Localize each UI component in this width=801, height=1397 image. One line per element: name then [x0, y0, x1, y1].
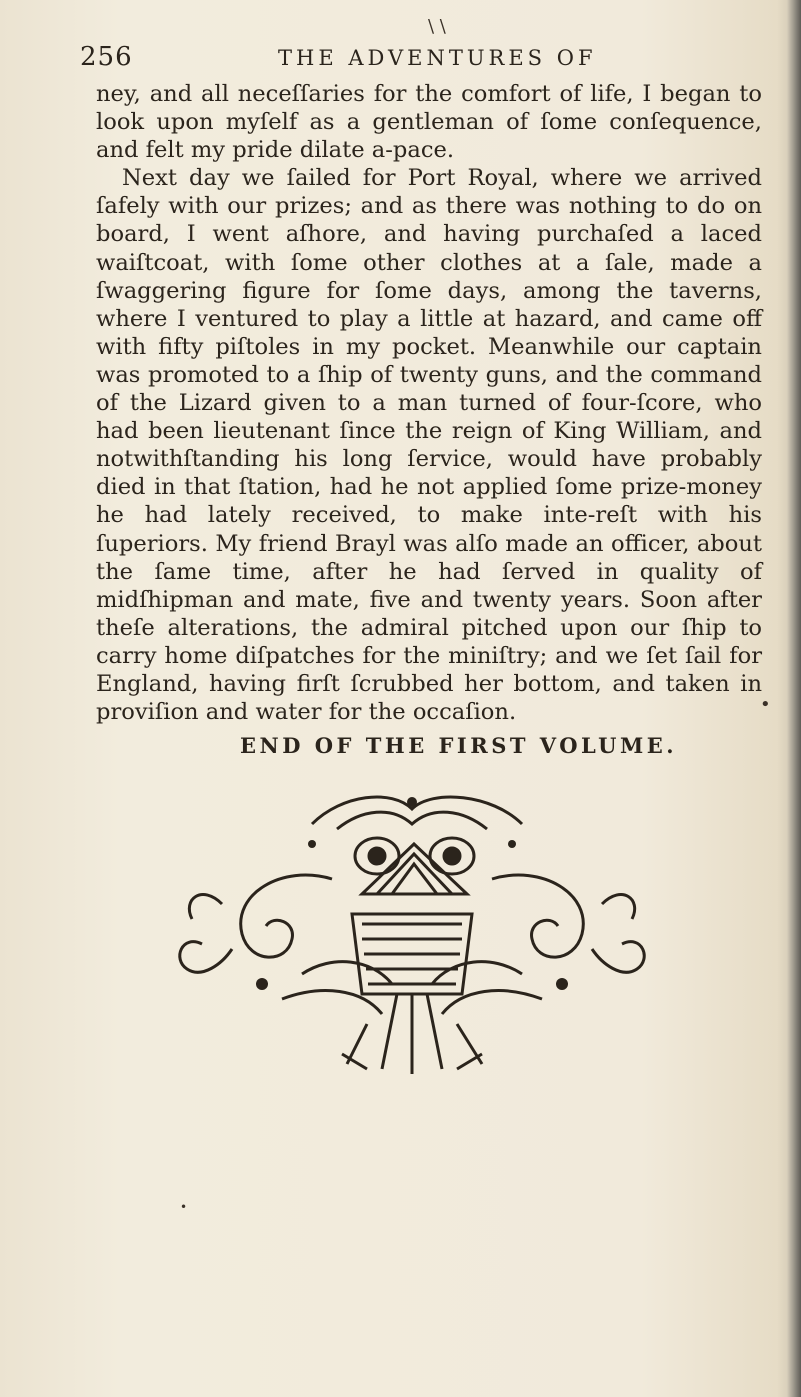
ink-dot: • — [180, 1200, 188, 1214]
page-edge-shadow — [787, 0, 801, 1397]
running-head: THE ADVENTURES OF — [278, 46, 597, 70]
page-header — [70, 42, 720, 82]
ink-dot: • — [760, 694, 771, 715]
floral-tailpiece-ornament — [162, 784, 660, 1084]
body-text — [96, 80, 762, 726]
page-number: 256 — [80, 42, 133, 72]
end-of-volume-title: END OF THE FIRST VOLUME. — [240, 733, 678, 758]
paragraph: Next day we ſailed for Port Royal, where we arrived ſafely with our prizes; and as there was nothing to do on board, I went aſhore, and having purchaſed a laced waiſtcoat, with ſome other clothes at a ſale, made a ſwaggering figure for ſome days, among the taverns, where I ventured to play a little at hazard, and came off with fifty piſtoles in my pocket. Meanwhile our captain was promoted to a ſhip of twenty guns, and the command of the Lizard given to a man turned of four-ſcore, who had been lieutenant ſince the reign of King William, and notwithſtanding his long ſervice, would have probably died in that ſtation, had he not applied ſome prize-money he had lately received, to make inte-reſt with his ſuperiors. My friend Brayl was alſo made an officer, about the ſame time, after he had ſerved in quality of midſhipman and mate, five and twenty years. Soon after theſe alterations, the admiral pitched upon our ſhip to carry home diſpatches for the miniſtry; and we ſet ſail for England, having firſt ſcrubbed her bottom, and taken in proviſion and water for the occaſion. — [96, 165, 762, 726]
ink-mark: \ \ — [428, 16, 446, 37]
paragraph: ney, and all neceſſaries for the comfort of life, I began to look upon myſelf as a gentleman of ſome conſequence, and felt my pride dilate a-pace. — [96, 81, 762, 164]
